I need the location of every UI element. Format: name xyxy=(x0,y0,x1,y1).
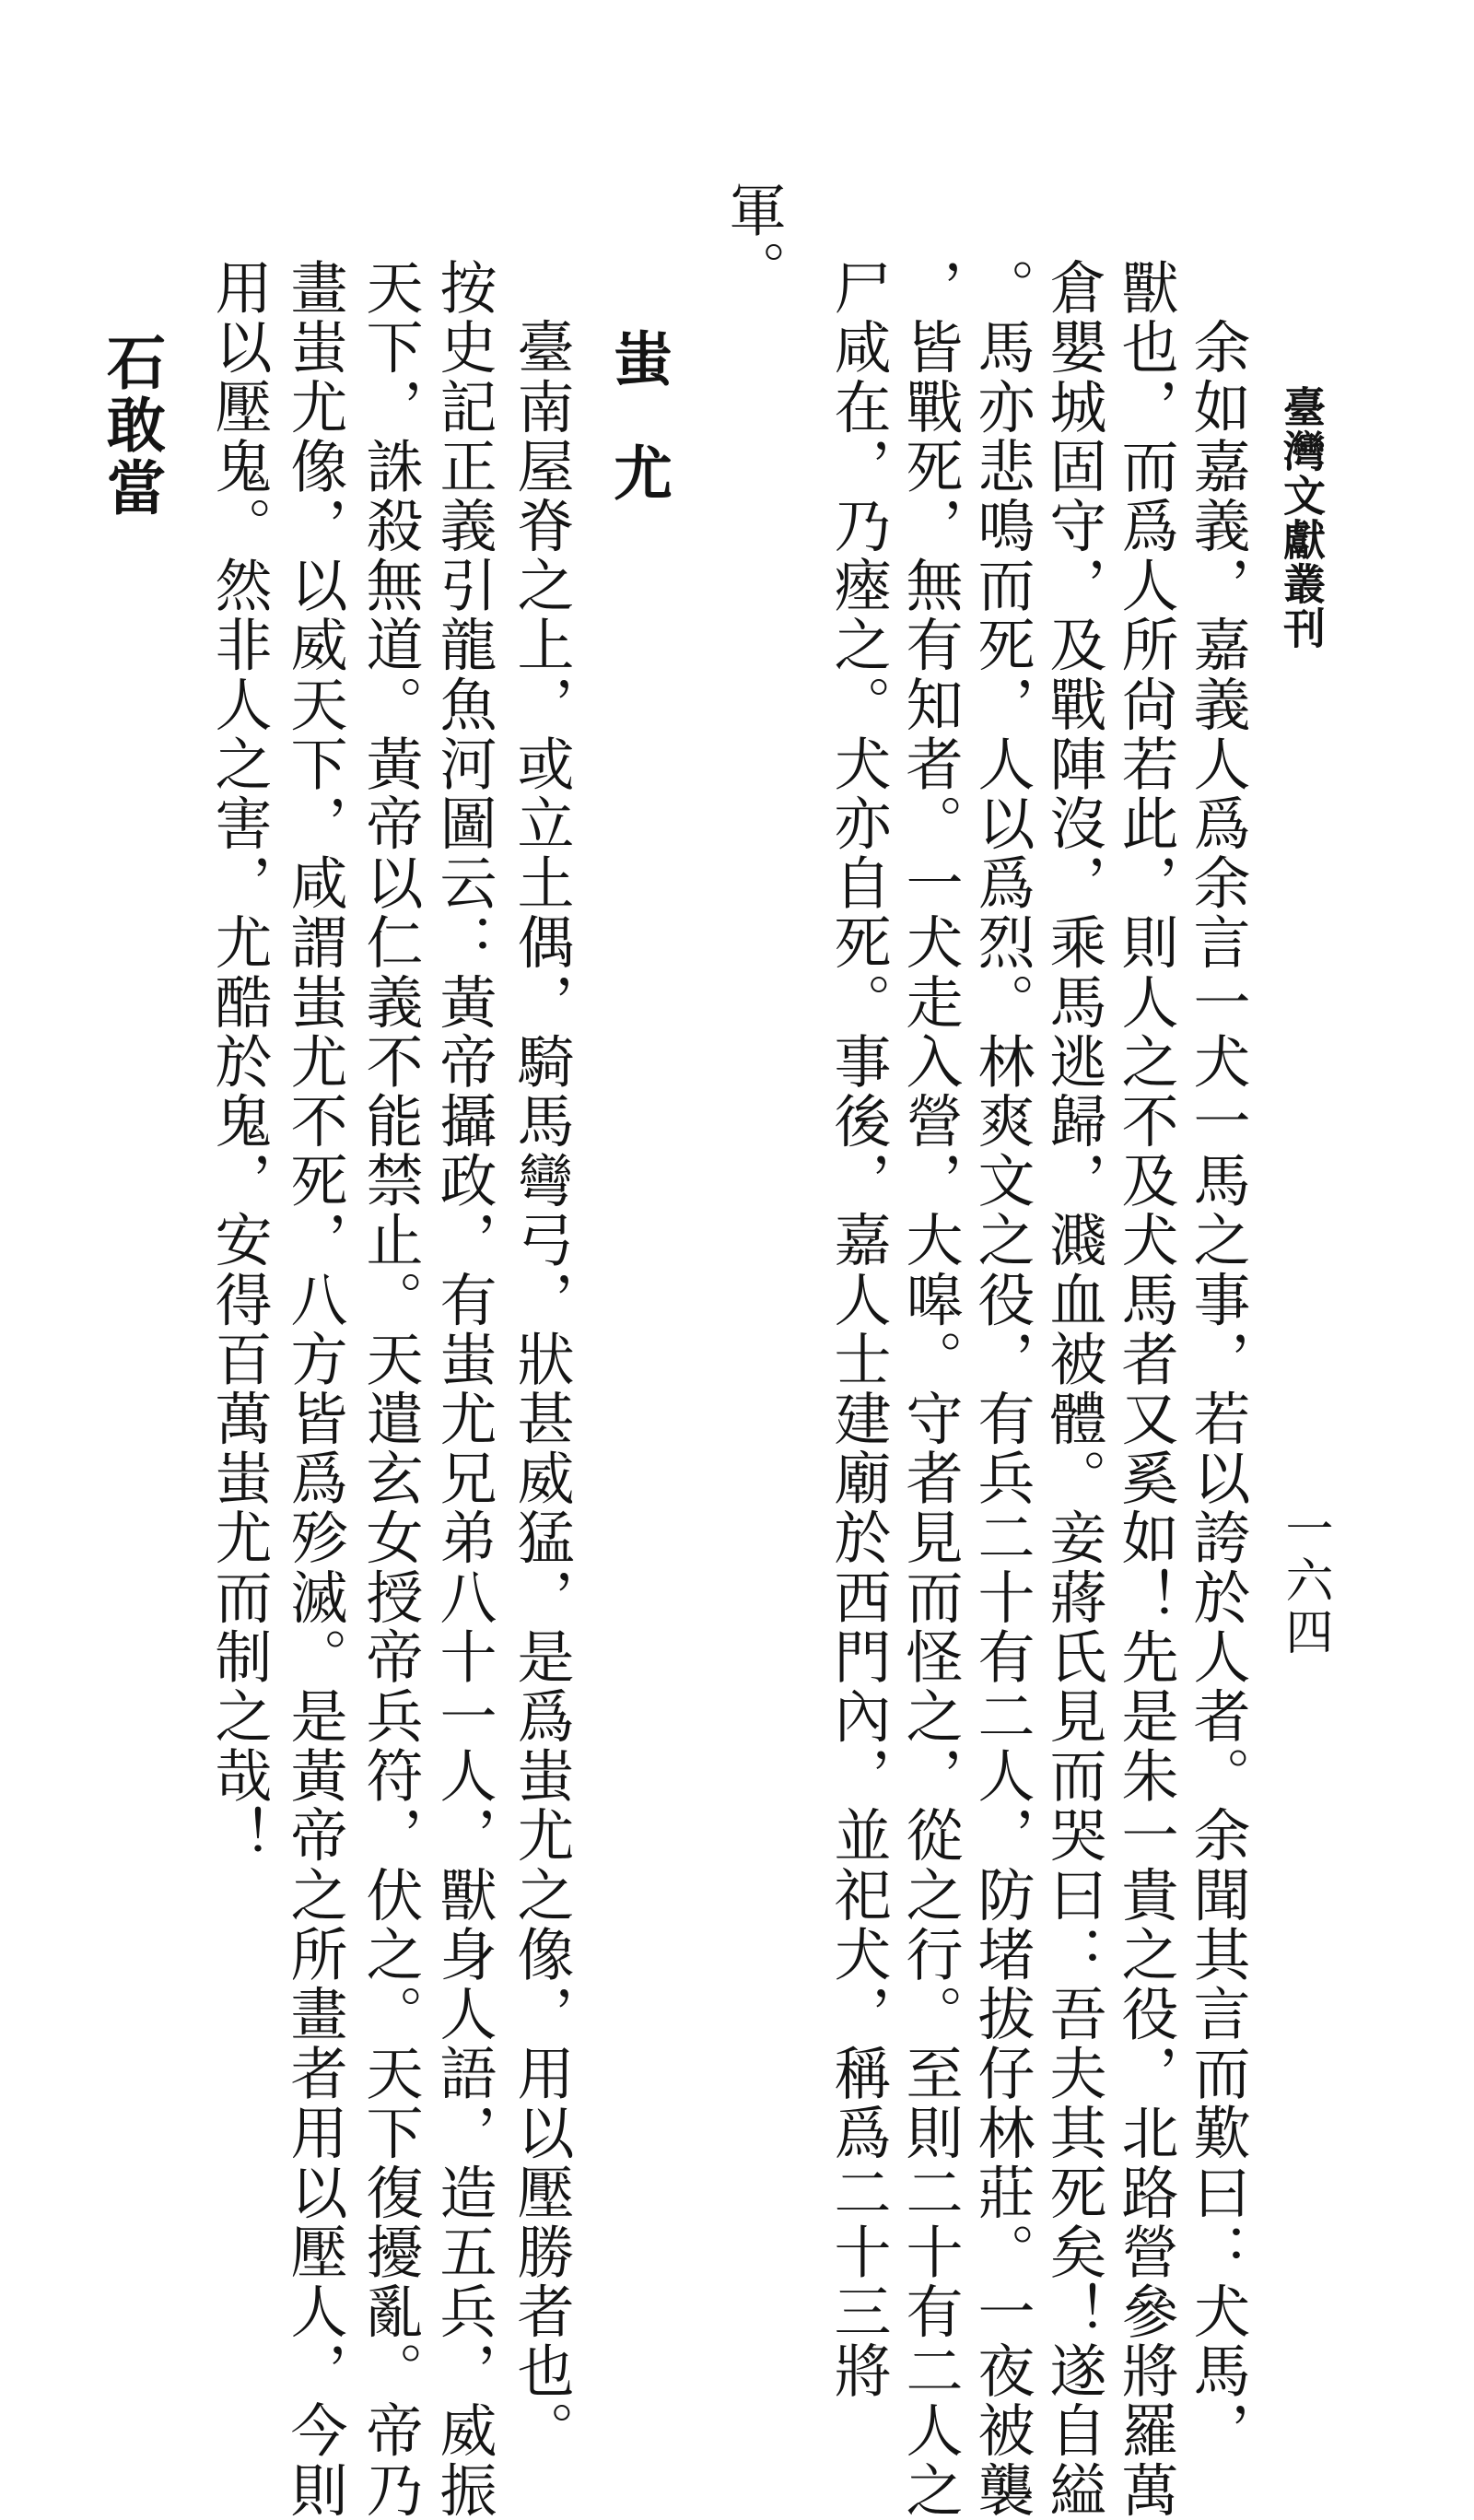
section-heading: 石敢當 xyxy=(97,332,166,520)
text-line: 臺南屋脊之上，或立土偶，騎馬彎弓，狀甚威猛，是爲蚩尤之像，用以壓勝者也。 xyxy=(508,258,575,2461)
text-line: 尸咸在，乃瘞之。犬亦自死。事後，嘉人士建廟於西門內，並祀犬，稱爲二十三將 xyxy=(825,258,892,2401)
text-line: ，皆戰死，無有知者。一犬走入營，大嗥。守者見而怪之，從之行。至則二十有二人之 xyxy=(896,258,964,2520)
running-header-title: 臺灣文獻叢刊 xyxy=(1277,385,1327,651)
text-line: 余如嘉義，嘉義人爲余言一犬一馬之事，若以誇於人者。余聞其言而歎曰：犬馬， xyxy=(1184,258,1251,2461)
text-line: 天下，誅殺無道。黃帝以仁義不能禁止。天遣玄女授帝兵符，伏之。天下復擾亂。帝乃 xyxy=(357,258,424,2520)
text-line: 。馬亦悲鳴而死，人以爲烈。林爽文之役，有兵二十有二人，防堵拔仔林莊。一夜被襲 xyxy=(968,258,1035,2520)
page-number: 一六四 xyxy=(1277,1504,1332,1659)
text-line: 按史記正義引龍魚河圖云：黃帝攝政，有蚩尤兄弟八十一人，獸身人語，造五兵，威振 xyxy=(430,258,497,2520)
text-line: 用以壓鬼。然非人之害，尤酷於鬼，安得百萬蚩尤而制之哉！ xyxy=(205,258,273,1866)
section-heading: 蚩尤 xyxy=(603,328,673,557)
text-line: 軍。 xyxy=(719,181,787,300)
text-line: 倉嬰城固守，及戰陣沒，乘馬逃歸，濺血被體。妾蔣氏見而哭曰：吾夫其死矣！遂自縊 xyxy=(1040,258,1107,2520)
text-line: 獸也，而爲人所尙若此，則人之不及犬馬者又奚如！先是朱一貴之役，北路營參將羅萬 xyxy=(1112,258,1179,2520)
text-line: 畫蚩尤像，以威天下，咸謂蚩尤不死，八方皆爲殄滅。是黃帝之所畫者用以壓人，今則 xyxy=(281,258,348,2520)
